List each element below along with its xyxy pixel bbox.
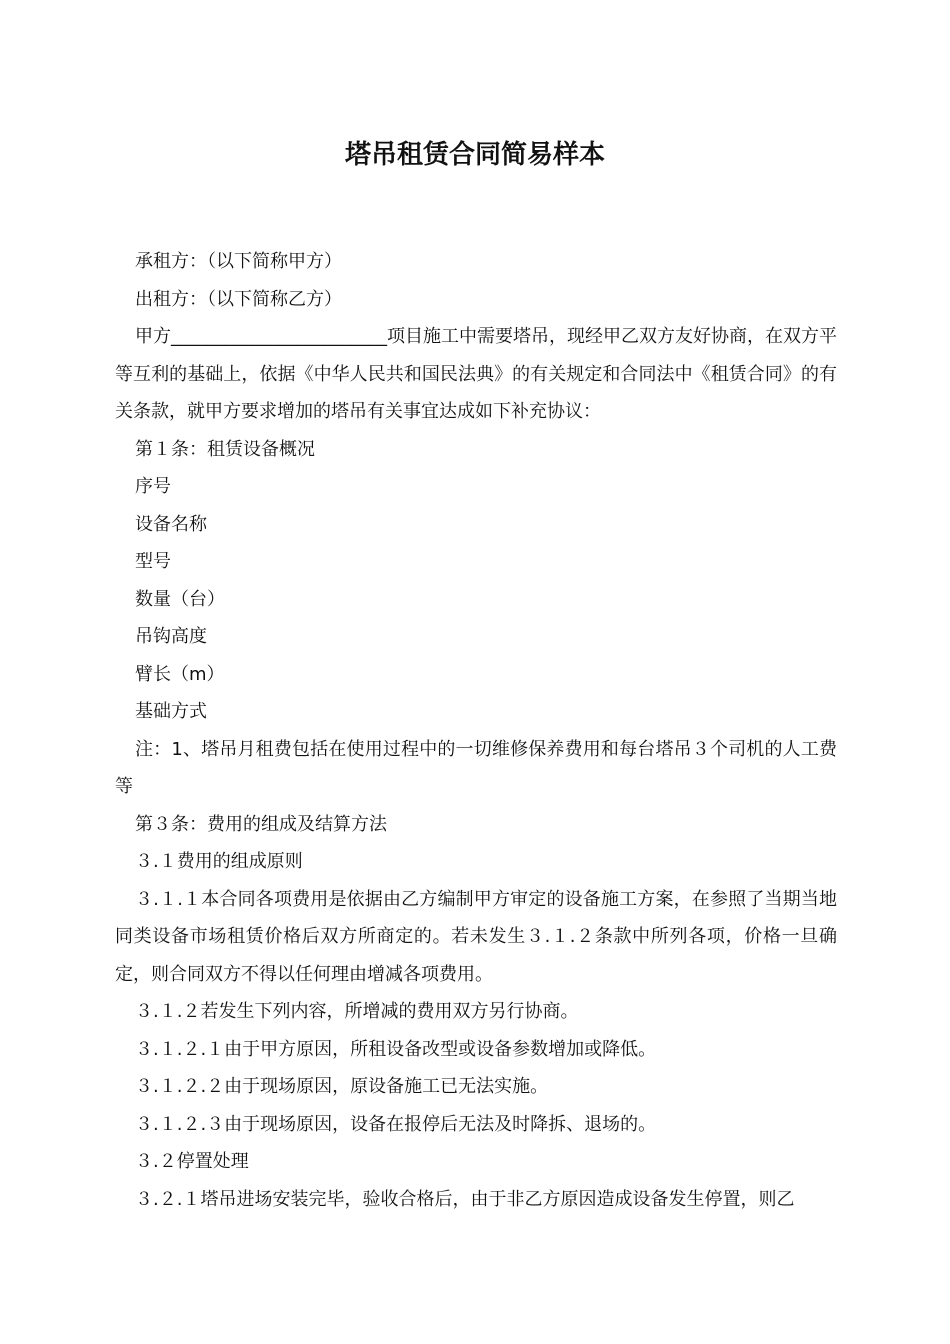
paragraph-3-2-1: ３.２.１塔吊进场安装完毕，验收合格后，由于非乙方原因造成设备发生停置，则乙 — [135, 1188, 795, 1210]
paragraph-lessor: 出租方：（以下简称乙方） — [135, 288, 342, 310]
paragraph-3-1-2-1: ３.１.２.１由于甲方原因，所租设备改型或设备参数增加或降低。 — [135, 1038, 657, 1060]
paragraph-item-no: 序号 — [135, 476, 171, 497]
paragraph-quantity: 数量（台） — [135, 588, 225, 610]
paragraph-3-1: ３.１费用的组成原则 — [135, 851, 303, 872]
paragraph-3-2: ３.２停置处理 — [135, 1151, 249, 1172]
document-body — [115, 243, 837, 1218]
paragraph-3-1-2-2: ３.１.２.２由于现场原因，原设备施工已无法实施。 — [135, 1076, 549, 1097]
paragraph-lessee: 承租方：（以下简称甲方） — [135, 251, 342, 272]
paragraph-jib-length: 臂长（m） — [135, 663, 225, 685]
paragraph-3-1-2: ３.１.２若发生下列内容，所增减的费用双方另行协商。 — [135, 1001, 579, 1022]
paragraph-hook-height: 吊钩高度 — [135, 626, 207, 647]
document-title: 塔吊租赁合同简易样本 — [344, 140, 605, 170]
paragraph-article-1: 第１条：租赁设备概况 — [135, 438, 315, 460]
paragraph-3-1-2-3: ３.１.２.３由于现场原因，设备在报停后无法及时降拆、退场的。 — [135, 1113, 657, 1135]
paragraph-model: 型号 — [135, 551, 171, 572]
paragraph-foundation: 基础方式 — [135, 701, 207, 722]
paragraph-3-1-1: ３.１.１本合同各项费用是依据由乙方编制甲方审定的设备施工方案，在参照了当期当地同类设备市场租赁价格后双方所商定的。若未发生３.１.２条款中所列各项，价格一旦确定，则合同双方不得以任何理由增减各项费用。 — [115, 888, 837, 985]
paragraph-preamble: 甲方________________________项目施工中需要塔吊，现经甲乙双方友好协商，在双方平等互利的基础上，依据《中华人民共和国民法典》的有关规定和合同法中《租赁合同》的有关条款，就甲方要求增加的塔吊有关事宜达成如下补充协议： — [115, 326, 837, 422]
paragraph-note: 注：1、塔吊月租费包括在使用过程中的一切维修保养费用和每台塔吊３个司机的人工费等 — [115, 738, 837, 797]
paragraph-equipment-name: 设备名称 — [135, 513, 207, 535]
paragraph-article-3: 第３条：费用的组成及结算方法 — [135, 813, 387, 835]
